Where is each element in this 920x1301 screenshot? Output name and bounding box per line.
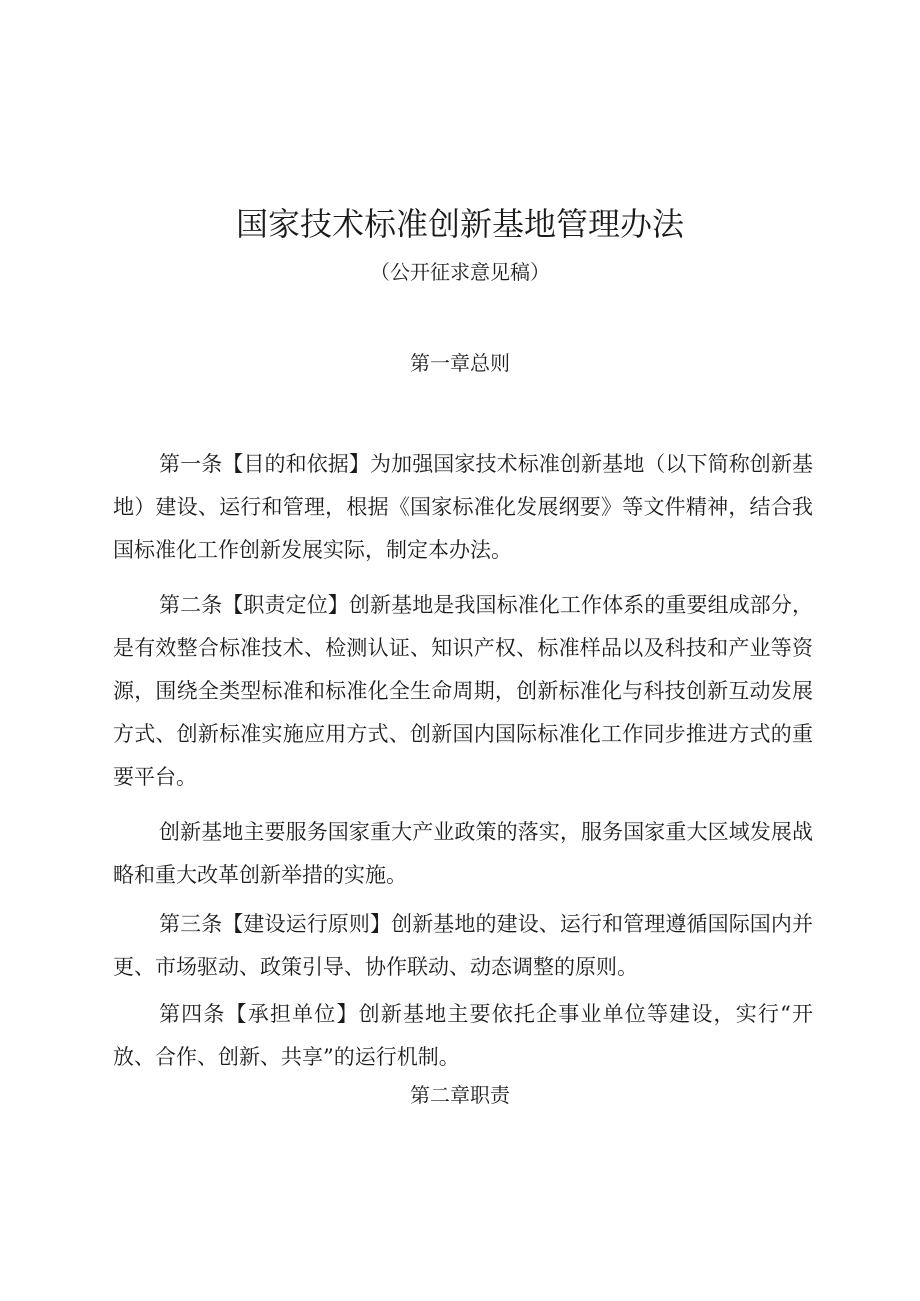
- article-4-paragraph: 第四条【承担单位】创新基地主要依托企事业单位等建设，实行“开放、合作、创新、共享”的运行机制。: [113, 1002, 813, 1069]
- chapter-heading-2: 第二章职责: [410, 1083, 510, 1107]
- document-title: 国家技术标准创新基地管理办法: [235, 205, 684, 243]
- article-2-continuation-paragraph: 创新基地主要服务国家重大产业政策的落实，服务国家重大区域发展战略和重大改革创新举措的实施。: [113, 820, 813, 887]
- chapter-heading-1: 第一章总则: [410, 351, 510, 375]
- article-1-paragraph: 第一条【目的和依据】为加强国家技术标准创新基地（以下简称创新基地）建设、运行和管理，根据《国家标准化发展纲要》等文件精神，结合我国标准化工作创新发展实际，制定本办法。: [113, 452, 813, 562]
- article-2-paragraph: 第二条【职责定位】创新基地是我国标准化工作体系的重要组成部分，是有效整合标准技术、检测认证、知识产权、标准样品以及科技和产业等资源，围绕全类型标准和标准化全生命周期，创新标准化与科技创新互动发展方式、创新标准实施应用方式、创新国内国际标准化工作同步推进方式的重要平台。: [113, 593, 813, 789]
- article-3-paragraph: 第三条【建设运行原则】创新基地的建设、运行和管理遵循国际国内并更、市场驱动、政策引导、协作联动、动态调整的原则。: [113, 912, 813, 979]
- document-subtitle: （公开征求意见稿）: [370, 260, 550, 284]
